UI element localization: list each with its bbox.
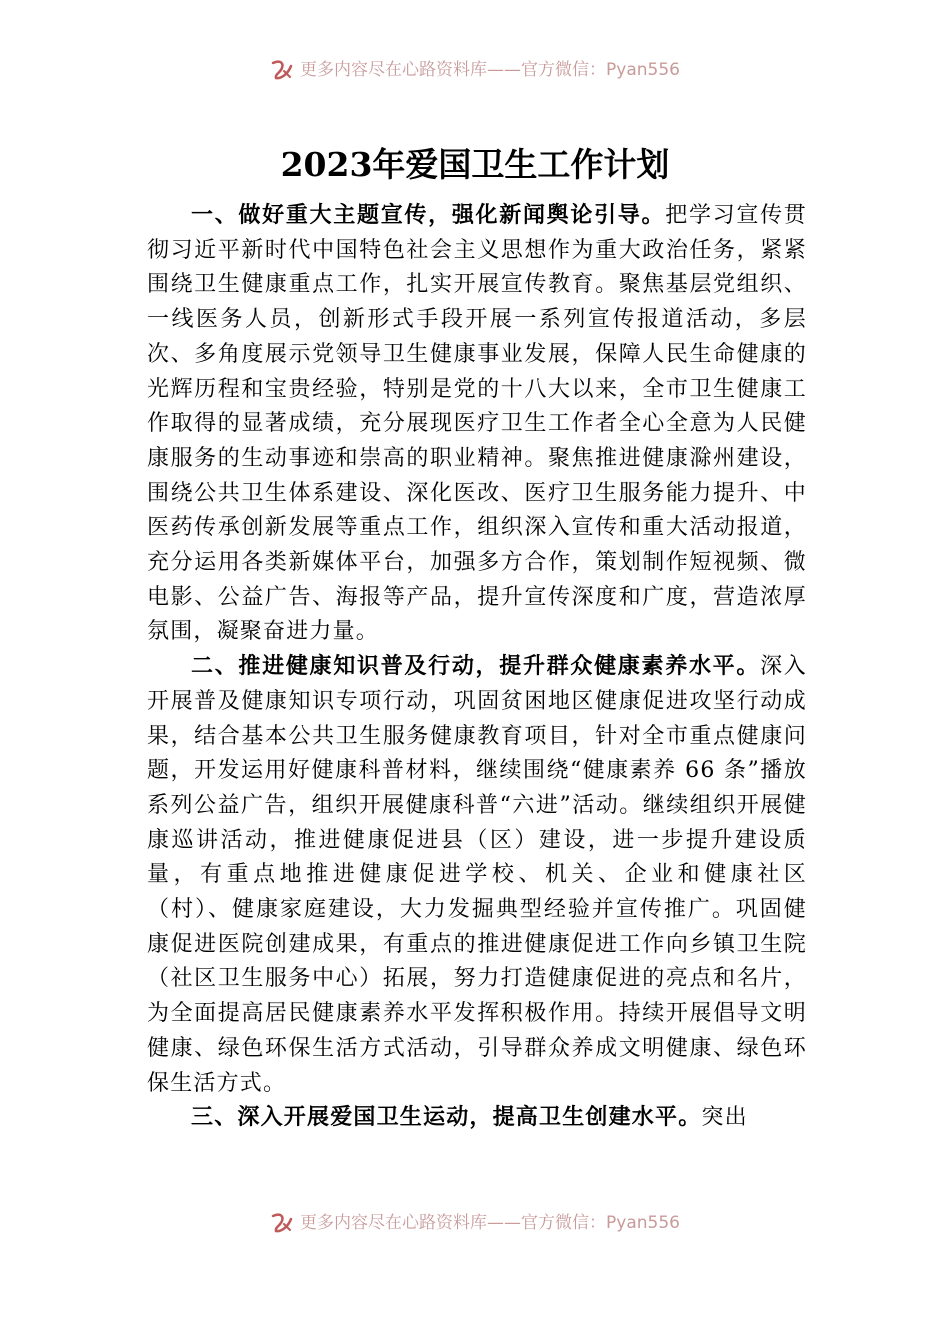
watermark-text: 更多内容尽在心路资料库——官方微信：Pyan556 (300, 60, 680, 80)
paragraph-3-body: 突出 (701, 1105, 748, 1131)
watermark-header (0, 55, 950, 85)
watermark-text: 更多内容尽在心路资料库——官方微信：Pyan556 (300, 1213, 680, 1233)
watermark-footer (0, 1208, 950, 1238)
paragraph-3 (147, 1101, 807, 1136)
watermark-logo-icon (270, 1212, 294, 1234)
paragraph-1-heading: 一、做好重大主题宣传，强化新闻舆论引导。 (191, 203, 666, 228)
paragraph-2-body: 深入开展普及健康知识专项行动，巩固贫困地区健康促进攻坚行动成果，结合基本公共卫生服务健康教育项目，针对全市重点健康问题，开发运用好健康科普材料，继续围绕“健康素养 66 条”播放系列公益广告，组织开展健康科普“六进”活动。继续组织开展健康巡讲活动，推进健康促进县（区）建设，进一步提升建设质量，有重点地推进健康促进学校、机关、企业和健康社区（村）、健康家庭建设，大力发掘典型经验并宣传推广。巩固健康促进医院创建成果，有重点的推进健康促进工作向乡镇卫生院（社区卫生服务中心）拓展，努力打造健康促进的亮点和名片，为全面提高居民健康素养水平发挥积极作用。持续开展倡导文明健康、绿色环保生活方式活动，引导群众养成文明健康、绿色环保生活方式。 (147, 654, 807, 1096)
paragraph-1 (147, 199, 807, 650)
paragraph-2-heading: 二、推进健康知识普及行动，提升群众健康素养水平。 (191, 654, 761, 680)
document-body (147, 199, 807, 1136)
paragraph-3-heading: 三、深入开展爱国卫生运动，提高卫生创建水平。 (191, 1105, 702, 1131)
document-title: 2023年爱国卫生工作计划 (280, 145, 670, 184)
paragraph-2 (147, 650, 807, 1101)
watermark-logo-icon (270, 59, 294, 81)
paragraph-1-body: 把学习宣传贯彻习近平新时代中国特色社会主义思想作为重大政治任务，紧紧围绕卫生健康重点工作，扎实开展宣传教育。聚焦基层党组织、一线医务人员，创新形式手段开展一系列宣传报道活动，多层次、多角度展示党领导卫生健康事业发展，保障人民生命健康的光辉历程和宝贵经验，特别是党的十八大以来，全市卫生健康工作取得的显著成绩，充分展现医疗卫生工作者全心全意为人民健康服务的生动事迹和崇高的职业精神。聚焦推进健康滁州建设，围绕公共卫生体系建设、深化医改、医疗卫生服务能力提升、中医药传承创新发展等重点工作，组织深入宣传和重大活动报道，充分运用各类新媒体平台，加强多方合作，策划制作短视频、微电影、公益广告、海报等产品，提升宣传深度和广度，营造浓厚氛围，凝聚奋进力量。 (147, 203, 807, 645)
